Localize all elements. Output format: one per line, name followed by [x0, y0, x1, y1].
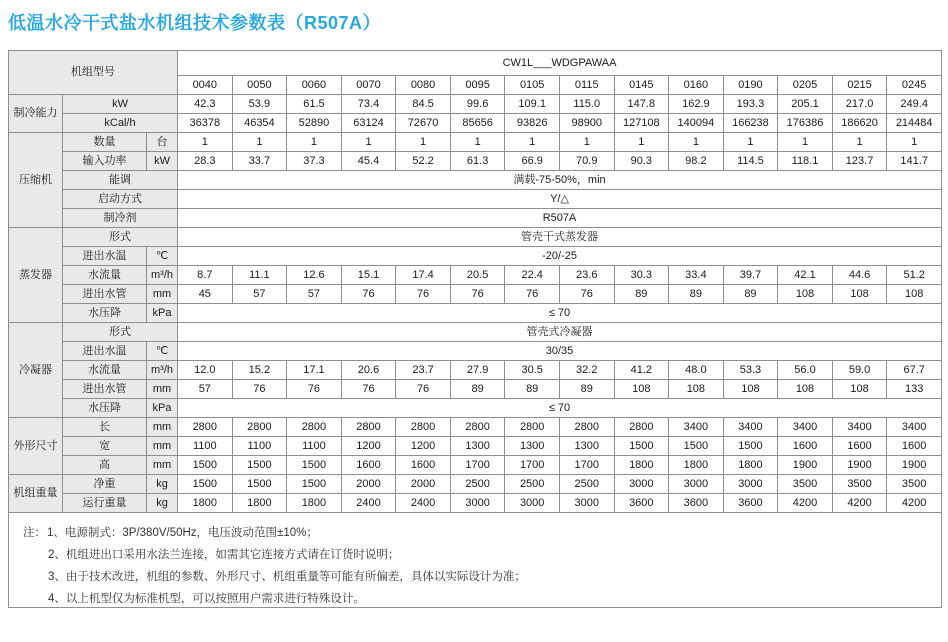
value-cell: 90.3 — [614, 152, 669, 171]
value-cell: 1100 — [232, 437, 287, 456]
value-cell: 1700 — [450, 456, 505, 475]
unit-cell: 台 — [147, 133, 178, 152]
table-row — [9, 209, 942, 228]
note-item: 3、由于技术改进，机组的参数、外形尺寸、机组重量等可能有所偏差，具体以实际设计为准； — [48, 571, 526, 583]
notes-box — [8, 513, 942, 608]
value-cell: 1300 — [559, 437, 614, 456]
value-cell: 41.2 — [614, 361, 669, 380]
table-row — [9, 361, 942, 380]
value-cell: 3600 — [669, 494, 724, 513]
table-row — [9, 285, 942, 304]
value-cell: 2800 — [341, 418, 396, 437]
value-cell: 76 — [559, 285, 614, 304]
table-row — [9, 228, 942, 247]
span-value-cell: -20/-25 — [178, 247, 942, 266]
page-title: 低温水冷干式盐水机组技术参数表（R507A） — [8, 13, 382, 33]
value-cell: 67.7 — [887, 361, 942, 380]
model-number-cell: 0115 — [559, 76, 614, 95]
series-name-cell: CW1L___WDGPAWAA — [178, 51, 942, 76]
value-cell: 123.7 — [832, 152, 887, 171]
value-cell: 1600 — [778, 437, 833, 456]
value-cell: 48.0 — [669, 361, 724, 380]
value-cell: 1 — [887, 133, 942, 152]
value-cell: 2800 — [505, 418, 560, 437]
value-cell: 1800 — [232, 494, 287, 513]
value-cell: 1800 — [287, 494, 342, 513]
value-cell: 4200 — [887, 494, 942, 513]
value-cell: 89 — [723, 285, 778, 304]
value-cell: 3500 — [778, 475, 833, 494]
spec-table — [8, 50, 942, 513]
value-cell: 53.3 — [723, 361, 778, 380]
value-cell: 2800 — [614, 418, 669, 437]
section-label-cell: 压缩机 — [9, 133, 63, 228]
value-cell: 1300 — [505, 437, 560, 456]
value-cell: 108 — [778, 285, 833, 304]
value-cell: 1 — [778, 133, 833, 152]
model-number-cell: 0215 — [832, 76, 887, 95]
param-label-cell: 形式 — [63, 323, 178, 342]
value-cell: 1800 — [178, 494, 233, 513]
model-number-cell: 0160 — [669, 76, 724, 95]
param-label-cell: 进出水温 — [63, 342, 147, 361]
table-row — [9, 152, 942, 171]
value-cell: 1600 — [832, 437, 887, 456]
notes-prefix: 注： — [23, 527, 46, 539]
value-cell: 3500 — [887, 475, 942, 494]
value-cell: 2800 — [232, 418, 287, 437]
param-label-cell: 形式 — [63, 228, 178, 247]
section-label-cell: 外形尺寸 — [9, 418, 63, 475]
param-label-cell: 水流量 — [63, 361, 147, 380]
value-cell: 37.3 — [287, 152, 342, 171]
value-cell: 2400 — [396, 494, 451, 513]
value-cell: 1 — [396, 133, 451, 152]
value-cell: 108 — [832, 285, 887, 304]
value-cell: 15.2 — [232, 361, 287, 380]
value-cell: 1200 — [396, 437, 451, 456]
value-cell: 3600 — [723, 494, 778, 513]
value-cell: 2000 — [341, 475, 396, 494]
value-cell: 2800 — [450, 418, 505, 437]
table-row — [9, 171, 942, 190]
value-cell: 53.9 — [232, 95, 287, 114]
param-label-cell: 水压降 — [63, 399, 147, 418]
table-row — [9, 133, 942, 152]
value-cell: 1800 — [669, 456, 724, 475]
value-cell: 1200 — [341, 437, 396, 456]
param-label-cell: 水压降 — [63, 304, 147, 323]
value-cell: 85656 — [450, 114, 505, 133]
value-cell: 52890 — [287, 114, 342, 133]
value-cell: 42.3 — [178, 95, 233, 114]
unit-cell: kg — [147, 475, 178, 494]
value-cell: 1500 — [614, 437, 669, 456]
value-cell: 1800 — [723, 456, 778, 475]
value-cell: 3000 — [614, 475, 669, 494]
value-cell: 45 — [178, 285, 233, 304]
param-label-cell: 制冷剂 — [63, 209, 178, 228]
value-cell: 1 — [832, 133, 887, 152]
value-cell: 84.5 — [396, 95, 451, 114]
value-cell: 89 — [450, 380, 505, 399]
unit-cell: mm — [147, 418, 178, 437]
value-cell: 127108 — [614, 114, 669, 133]
unit-cell: mm — [147, 437, 178, 456]
value-cell: 59.0 — [832, 361, 887, 380]
table-row — [9, 95, 942, 114]
value-cell: 1600 — [341, 456, 396, 475]
value-cell: 17.1 — [287, 361, 342, 380]
value-cell: 1 — [178, 133, 233, 152]
section-label-cell: 冷凝器 — [9, 323, 63, 418]
value-cell: 3000 — [723, 475, 778, 494]
value-cell: 1900 — [778, 456, 833, 475]
model-number-cell: 0070 — [341, 76, 396, 95]
value-cell: 3000 — [559, 494, 614, 513]
model-number-cell: 0040 — [178, 76, 233, 95]
unit-cell: kg — [147, 494, 178, 513]
value-cell: 108 — [778, 380, 833, 399]
value-cell: 89 — [505, 380, 560, 399]
unit-cell: mm — [147, 285, 178, 304]
value-cell: 61.3 — [450, 152, 505, 171]
table-row — [9, 399, 942, 418]
param-label-cell: 水流量 — [63, 266, 147, 285]
value-cell: 1 — [232, 133, 287, 152]
value-cell: 1500 — [287, 475, 342, 494]
value-cell: 205.1 — [778, 95, 833, 114]
value-cell: 109.1 — [505, 95, 560, 114]
value-cell: 2500 — [450, 475, 505, 494]
table-row — [9, 456, 942, 475]
value-cell: 1 — [559, 133, 614, 152]
value-cell: 166238 — [723, 114, 778, 133]
unit-cell: ℃ — [147, 342, 178, 361]
value-cell: 89 — [559, 380, 614, 399]
table-row — [9, 342, 942, 361]
value-cell: 73.4 — [341, 95, 396, 114]
value-cell: 63124 — [341, 114, 396, 133]
value-cell: 1500 — [669, 437, 724, 456]
value-cell: 30.3 — [614, 266, 669, 285]
value-cell: 76 — [396, 285, 451, 304]
model-number-cell: 0105 — [505, 76, 560, 95]
model-number-cell: 0050 — [232, 76, 287, 95]
value-cell: 1500 — [723, 437, 778, 456]
model-header-cell: 机组型号 — [9, 51, 178, 95]
value-cell: 76 — [505, 285, 560, 304]
value-cell: 2500 — [505, 475, 560, 494]
value-cell: 108 — [887, 285, 942, 304]
value-cell: 46354 — [232, 114, 287, 133]
value-cell: 217.0 — [832, 95, 887, 114]
value-cell: 23.6 — [559, 266, 614, 285]
span-value-cell: 30/35 — [178, 342, 942, 361]
value-cell: 108 — [614, 380, 669, 399]
value-cell: 27.9 — [450, 361, 505, 380]
span-value-cell: R507A — [178, 209, 942, 228]
value-cell: 2000 — [396, 475, 451, 494]
param-label-cell: 运行重量 — [63, 494, 147, 513]
value-cell: 57 — [287, 285, 342, 304]
value-cell: 1700 — [505, 456, 560, 475]
table-row — [9, 380, 942, 399]
value-cell: 2400 — [341, 494, 396, 513]
value-cell: 17.4 — [396, 266, 451, 285]
table-row — [9, 475, 942, 494]
value-cell: 1 — [341, 133, 396, 152]
value-cell: 89 — [669, 285, 724, 304]
value-cell: 186620 — [832, 114, 887, 133]
value-cell: 1700 — [559, 456, 614, 475]
value-cell: 1100 — [178, 437, 233, 456]
table-row — [9, 114, 942, 133]
note-item: 1、电源制式：3P/380V/50Hz，电压波动范围±10%； — [47, 527, 318, 539]
value-cell: 70.9 — [559, 152, 614, 171]
value-cell: 1 — [505, 133, 560, 152]
value-cell: 57 — [178, 380, 233, 399]
value-cell: 3400 — [669, 418, 724, 437]
value-cell: 114.5 — [723, 152, 778, 171]
value-cell: 2500 — [559, 475, 614, 494]
value-cell: 108 — [669, 380, 724, 399]
spec-table-body — [9, 51, 942, 513]
value-cell: 4200 — [778, 494, 833, 513]
value-cell: 72670 — [396, 114, 451, 133]
value-cell: 1300 — [450, 437, 505, 456]
span-value-cell: Y/△ — [178, 190, 942, 209]
value-cell: 1900 — [887, 456, 942, 475]
value-cell: 76 — [396, 380, 451, 399]
span-value-cell: ≤ 70 — [178, 399, 942, 418]
table-row — [9, 304, 942, 323]
model-number-cell: 0095 — [450, 76, 505, 95]
value-cell: 118.1 — [778, 152, 833, 171]
value-cell: 39.7 — [723, 266, 778, 285]
param-label-cell: 能调 — [63, 171, 178, 190]
value-cell: 1 — [450, 133, 505, 152]
value-cell: 33.7 — [232, 152, 287, 171]
value-cell: 3400 — [887, 418, 942, 437]
value-cell: 20.5 — [450, 266, 505, 285]
section-label-cell: 蒸发器 — [9, 228, 63, 323]
value-cell: 2800 — [396, 418, 451, 437]
value-cell: 4200 — [832, 494, 887, 513]
value-cell: 66.9 — [505, 152, 560, 171]
value-cell: 2800 — [287, 418, 342, 437]
model-number-cell: 0245 — [887, 76, 942, 95]
value-cell: 56.0 — [778, 361, 833, 380]
unit-cell: ℃ — [147, 247, 178, 266]
value-cell: 108 — [723, 380, 778, 399]
value-cell: 33.4 — [669, 266, 724, 285]
table-row — [9, 437, 942, 456]
model-number-cell: 0060 — [287, 76, 342, 95]
param-label-cell: 进出水管 — [63, 285, 147, 304]
value-cell: 3000 — [669, 475, 724, 494]
unit-cell: mm — [147, 380, 178, 399]
value-cell: 3000 — [505, 494, 560, 513]
model-number-cell: 0145 — [614, 76, 669, 95]
value-cell: 249.4 — [887, 95, 942, 114]
value-cell: 45.4 — [341, 152, 396, 171]
value-cell: 1 — [669, 133, 724, 152]
value-cell: 51.2 — [887, 266, 942, 285]
value-cell: 23.7 — [396, 361, 451, 380]
value-cell: 12.0 — [178, 361, 233, 380]
value-cell: 176386 — [778, 114, 833, 133]
value-cell: 1500 — [232, 456, 287, 475]
value-cell: 99.6 — [450, 95, 505, 114]
unit-cell: kPa — [147, 399, 178, 418]
value-cell: 11.1 — [232, 266, 287, 285]
table-row — [9, 494, 942, 513]
value-cell: 115.0 — [559, 95, 614, 114]
value-cell: 57 — [232, 285, 287, 304]
table-row — [9, 190, 942, 209]
section-label-cell: 制冷能力 — [9, 95, 63, 133]
table-row — [9, 51, 942, 76]
span-value-cell: ≤ 70 — [178, 304, 942, 323]
value-cell: 193.3 — [723, 95, 778, 114]
param-label-cell: kW — [63, 95, 178, 114]
span-value-cell: 管壳干式蒸发器 — [178, 228, 942, 247]
value-cell: 32.2 — [559, 361, 614, 380]
value-cell: 3500 — [832, 475, 887, 494]
value-cell: 3600 — [614, 494, 669, 513]
unit-cell: kPa — [147, 304, 178, 323]
value-cell: 12.6 — [287, 266, 342, 285]
value-cell: 98900 — [559, 114, 614, 133]
value-cell: 93826 — [505, 114, 560, 133]
value-cell: 8.7 — [178, 266, 233, 285]
value-cell: 76 — [341, 285, 396, 304]
table-row — [9, 266, 942, 285]
value-cell: 22.4 — [505, 266, 560, 285]
param-label-cell: 宽 — [63, 437, 147, 456]
value-cell: 141.7 — [887, 152, 942, 171]
param-label-cell: 启动方式 — [63, 190, 178, 209]
value-cell: 2800 — [559, 418, 614, 437]
value-cell: 36378 — [178, 114, 233, 133]
value-cell: 1500 — [287, 456, 342, 475]
value-cell: 3000 — [450, 494, 505, 513]
value-cell: 76 — [287, 380, 342, 399]
value-cell: 52.2 — [396, 152, 451, 171]
value-cell: 1500 — [178, 456, 233, 475]
value-cell: 1100 — [287, 437, 342, 456]
value-cell: 2800 — [178, 418, 233, 437]
param-label-cell: 进出水温 — [63, 247, 147, 266]
param-label-cell: 输入功率 — [63, 152, 147, 171]
param-label-cell: 净重 — [63, 475, 147, 494]
value-cell: 15.1 — [341, 266, 396, 285]
value-cell: 1500 — [232, 475, 287, 494]
value-cell: 162.9 — [669, 95, 724, 114]
span-value-cell: 管壳式冷凝器 — [178, 323, 942, 342]
param-label-cell: 长 — [63, 418, 147, 437]
section-label-cell: 机组重量 — [9, 475, 63, 513]
value-cell: 1 — [614, 133, 669, 152]
value-cell: 20.6 — [341, 361, 396, 380]
value-cell: 98.2 — [669, 152, 724, 171]
note-line — [23, 522, 933, 544]
value-cell: 3400 — [778, 418, 833, 437]
unit-cell: m³/h — [147, 266, 178, 285]
table-row — [9, 323, 942, 342]
value-cell: 214484 — [887, 114, 942, 133]
value-cell: 1600 — [887, 437, 942, 456]
value-cell: 61.5 — [287, 95, 342, 114]
value-cell: 1500 — [178, 475, 233, 494]
value-cell: 108 — [832, 380, 887, 399]
note-item: 2、机组进出口采用水法兰连接，如需其它连接方式请在订货时说明； — [48, 549, 400, 561]
table-row — [9, 247, 942, 266]
value-cell: 44.6 — [832, 266, 887, 285]
value-cell: 76 — [450, 285, 505, 304]
value-cell: 147.8 — [614, 95, 669, 114]
value-cell: 1800 — [614, 456, 669, 475]
value-cell: 89 — [614, 285, 669, 304]
value-cell: 76 — [232, 380, 287, 399]
param-label-cell: kCal/h — [63, 114, 178, 133]
param-label-cell: 数量 — [63, 133, 147, 152]
unit-cell: m³/h — [147, 361, 178, 380]
value-cell: 3400 — [723, 418, 778, 437]
value-cell: 30.5 — [505, 361, 560, 380]
value-cell: 3400 — [832, 418, 887, 437]
value-cell: 1600 — [396, 456, 451, 475]
note-item: 4、以上机型仅为标准机型，可以按照用户需求进行特殊设计。 — [48, 593, 365, 605]
value-cell: 1 — [723, 133, 778, 152]
unit-cell: mm — [147, 456, 178, 475]
table-row — [9, 418, 942, 437]
value-cell: 42.1 — [778, 266, 833, 285]
unit-cell: kW — [147, 152, 178, 171]
param-label-cell: 进出水管 — [63, 380, 147, 399]
value-cell: 133 — [887, 380, 942, 399]
model-number-cell: 0190 — [723, 76, 778, 95]
value-cell: 140094 — [669, 114, 724, 133]
model-number-cell: 0080 — [396, 76, 451, 95]
span-value-cell: 满载-75-50%，min — [178, 171, 942, 190]
value-cell: 1 — [287, 133, 342, 152]
value-cell: 1900 — [832, 456, 887, 475]
model-number-cell: 0205 — [778, 76, 833, 95]
value-cell: 76 — [341, 380, 396, 399]
param-label-cell: 高 — [63, 456, 147, 475]
value-cell: 28.3 — [178, 152, 233, 171]
